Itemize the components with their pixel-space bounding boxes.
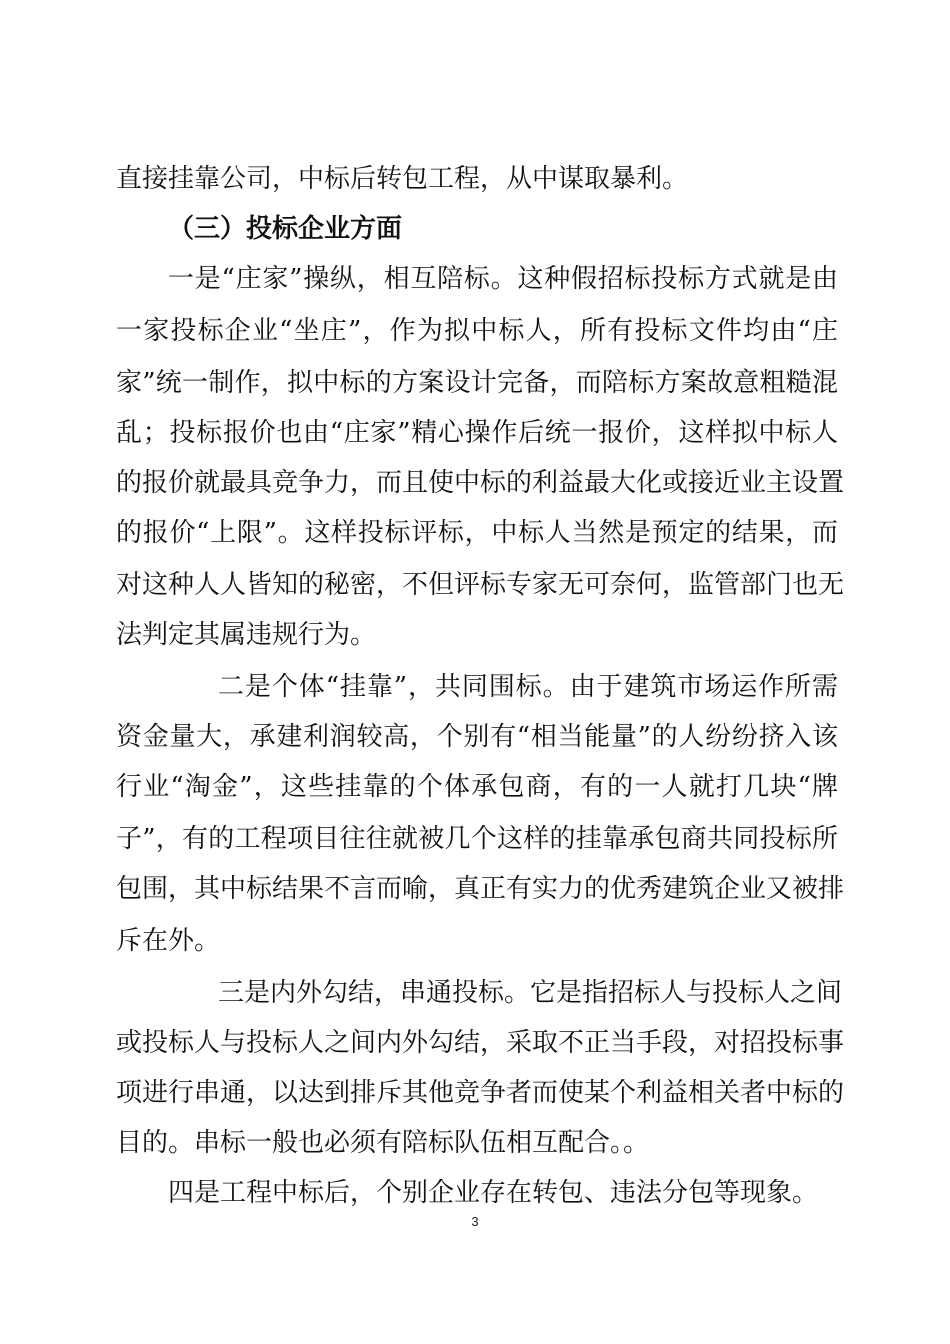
page-number: 3 — [471, 1214, 479, 1229]
paragraph-line: 资金量大，承建利润较高，个别有“相当能量”的人纷纷挤入该 — [116, 722, 838, 752]
paragraph-line: 直接挂靠公司，中标后转包工程，从中谋取暴利。 — [116, 164, 689, 194]
paragraph-line: 乱；投标报价也由“庄家”精心操作后统一报价，这样拟中标人 — [116, 418, 838, 448]
paragraph-line: 四是工程中标后，个别企业存在转包、违法分包等现象。 — [168, 1178, 819, 1208]
paragraph-line: 法判定其属违规行为。 — [116, 620, 377, 650]
paragraph-line: 行业“淘金”，这些挂靠的个体承包商，有的一人就打几块“牌 — [116, 772, 838, 802]
paragraph-line: 对这种人人皆知的秘密，不但评标专家无可奈何，监管部门也无 — [116, 570, 845, 600]
section-heading: （三）投标企业方面 — [168, 214, 403, 244]
paragraph-line: 包围，其中标结果不言而喻，真正有实力的优秀建筑企业又被排 — [116, 874, 845, 904]
paragraph-line: 或投标人与投标人之间内外勾结，采取不正当手段，对招投标事 — [116, 1028, 845, 1058]
paragraph-line: 项进行串通，以达到排斥其他竞争者而使某个利益相关者中标的 — [116, 1078, 845, 1108]
paragraph-line: 二是个体“挂靠”，共同围标。由于建筑市场运作所需 — [218, 672, 838, 702]
paragraph-line: 斥在外。 — [116, 926, 221, 956]
paragraph-line: 的报价就最具竞争力，而且使中标的利益最大化或接近业主设置 — [116, 468, 845, 498]
paragraph-line: 家”统一制作，拟中标的方案设计完备，而陪标方案故意粗糙混 — [116, 368, 838, 398]
paragraph-line: 目的。串标一般也必须有陪标队伍相互配合。。 — [116, 1128, 650, 1158]
paragraph-line: 三是内外勾结，串通投标。它是指招标人与投标人之间 — [218, 978, 843, 1008]
paragraph-line: 一是“庄家”操纵，相互陪标。这种假招标投标方式就是由 — [168, 264, 838, 294]
paragraph-line: 的报价“上限”。这样投标评标，中标人当然是预定的结果，而 — [116, 518, 838, 548]
paragraph-line: 一家投标企业“坐庄”，作为拟中标人，所有投标文件均由“庄 — [116, 316, 838, 346]
paragraph-line: 子”，有的工程项目往往就被几个这样的挂靠承包商共同投标所 — [116, 824, 838, 854]
